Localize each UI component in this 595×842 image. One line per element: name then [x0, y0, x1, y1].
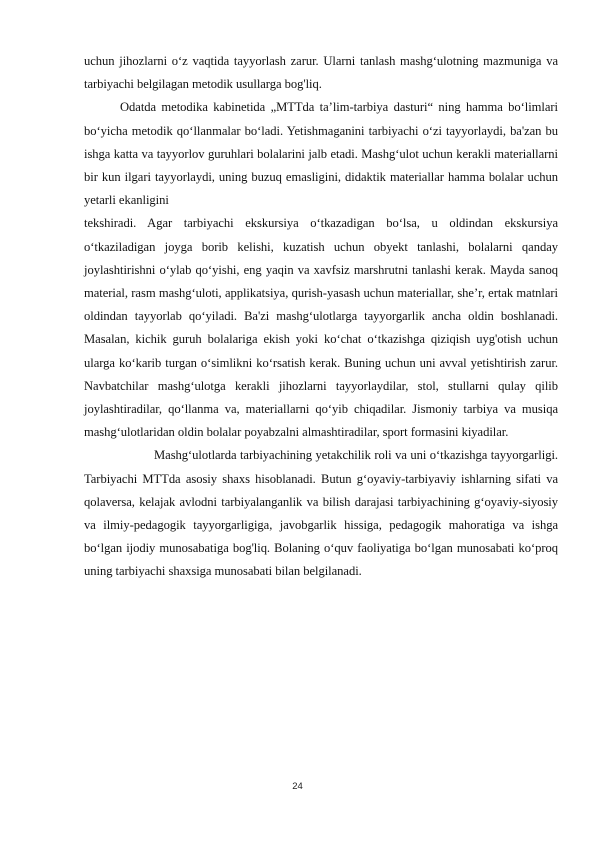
paragraph-1: uchun jihozlarni o‘z vaqtida tayyorlash zarur. Ularni tanlash mashg‘ulotning mazmuniga va tarbiyachi belgilagan metodik usullarga bog'liq. — [84, 54, 558, 92]
document-body — [84, 50, 558, 584]
paragraph-2: Odatda metodika kabinetida „MTTda ta’lim-tarbiya dasturi“ ning hamma bo‘limlari bo‘yicha metodik qo‘llanmalar bo‘ladi. Yetishmaganini tarbiyachi o‘zi tayyorlaydi, ba'zan bu ishga katta va tayyorlov guruhlari bolalarini jalb etadi. Mashg‘ulot uchun kerakli materiallarni bir kun ilgari tayyorlaydi, uning buzuq emasligini, didaktik materiallar hamma bolalar uchun yetarli ekanligini — [84, 100, 558, 208]
page-number: 24 — [292, 781, 303, 792]
paragraph-3: tekshiradi. Agar tarbiyachi ekskursiya o‘tkazadigan bo‘lsa, u oldindan ekskursiya o‘tkaziladigan joyga borib kelishi, kuzatish uchun obyekt tanlashi, bolalarni qanday joylashtirishni o‘ylab qo‘yishi, eng yaqin va xavfsiz marshrutni tanlashi kerak. Mayda sanoq material, rasm mashg‘uloti, applikatsiya, qurish-yasash uchun materiallar, she’r, ertak matnlari oldindan tayyorlab qo‘yiladi. Ba'zi mashg‘ulotlarga tayyorgarlik ancha oldin boshlanadi. Masalan, kichik guruh bolalariga ekish yoki ko‘chat o‘tkazishga qiziqish uyg'otish uchun ularga ko‘karib turgan o‘simlikni ko‘rsatish kerak. Buning uchun uni avval yetishtirish zarur. Navbatchilar mashg‘ulotga kerakli jihozlarni tayyorlaydilar, stol, stullarni qulay qilib joylashtiradilar, qo‘llanma va, materiallarni qo‘yib chiqadilar. Jismoniy tarbiya va musiqa mashg‘ulotlaridan oldin bolalar poyabzalni almashtiradilar, sport formasini kiyadilar. — [84, 216, 558, 440]
paragraph-4: Mashg‘ulotlarda tarbiyachining yetakchilik roli va uni o‘tkazishga tayyorgarligi. Tarbiyachi MTTda asosiy shaxs hisoblanadi. Butun g‘oyaviy-tarbiyaviy ishlarning sifati va qolaversa, kelajak avlodni tarbiyalanganlik va bilish darajasi tarbiyachining g‘oyaviy-siyosiy va ilmiy-pedagogik tayyorgarligiga, javobgarlik hissiga, pedagogik mahoratiga va ishga bo‘lgan ijodiy munosabatiga bog'liq. Bolaning o‘quv faoliyatiga bo‘lgan munosabati ko‘proq uning tarbiyachi shaxsiga munosabati bilan belgilanadi. — [84, 448, 558, 579]
